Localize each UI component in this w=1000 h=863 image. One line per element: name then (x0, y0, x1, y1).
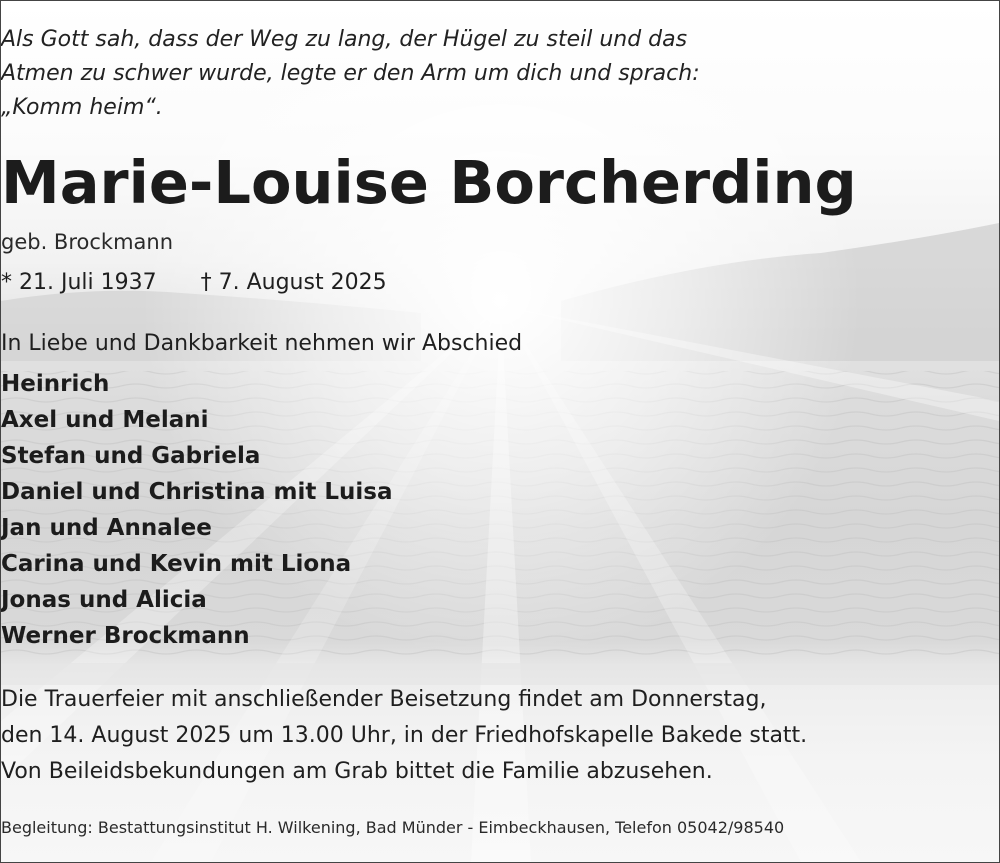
farewell-text: In Liebe und Dankbarkeit nehmen wir Abschied (1, 331, 523, 356)
life-dates (1, 267, 999, 299)
death-date: † 7. August 2025 (200, 270, 387, 295)
birth-date: * 21. Juli 1937 (1, 270, 157, 295)
verse-line-1: Als Gott sah, dass der Weg zu lang, der Hügel zu steil und das (1, 27, 688, 52)
mourner-name: Carina und Kevin mit Liona (1, 551, 352, 577)
verse-line-3: „Komm heim“. (1, 95, 163, 120)
maiden-name: geb. Brockmann (1, 230, 174, 254)
funeral-details (1, 682, 999, 790)
memorial-verse (1, 23, 999, 125)
funeral-home-footer: Begleitung: Bestattungsinstitut H. Wilkening, Bad Münder - Eimbeckhausen, Telefon 05042/98540 (1, 818, 785, 837)
mourners-list (1, 366, 999, 654)
mourner-name: Axel und Melani (1, 407, 209, 433)
funeral-line-1: Die Trauerfeier mit anschließender Beisetzung findet am Donnerstag, (1, 687, 767, 712)
verse-line-2: Atmen zu schwer wurde, legte er den Arm um dich und sprach: (1, 61, 700, 86)
funeral-line-3: Von Beileidsbekundungen am Grab bittet die Familie abzusehen. (1, 759, 713, 784)
mourner-name: Jonas und Alicia (1, 587, 207, 613)
mourner-name: Jan und Annalee (1, 515, 212, 541)
mourner-name: Daniel und Christina mit Luisa (1, 479, 393, 505)
mourner-name: Werner Brockmann (1, 623, 250, 649)
mourner-name: Stefan und Gabriela (1, 443, 261, 469)
mourner-name: Heinrich (1, 371, 110, 397)
funeral-line-2: den 14. August 2025 um 13.00 Uhr, in der Friedhofskapelle Bakede statt. (1, 723, 808, 748)
deceased-name: Marie-Louise Borcherding (1, 148, 857, 217)
